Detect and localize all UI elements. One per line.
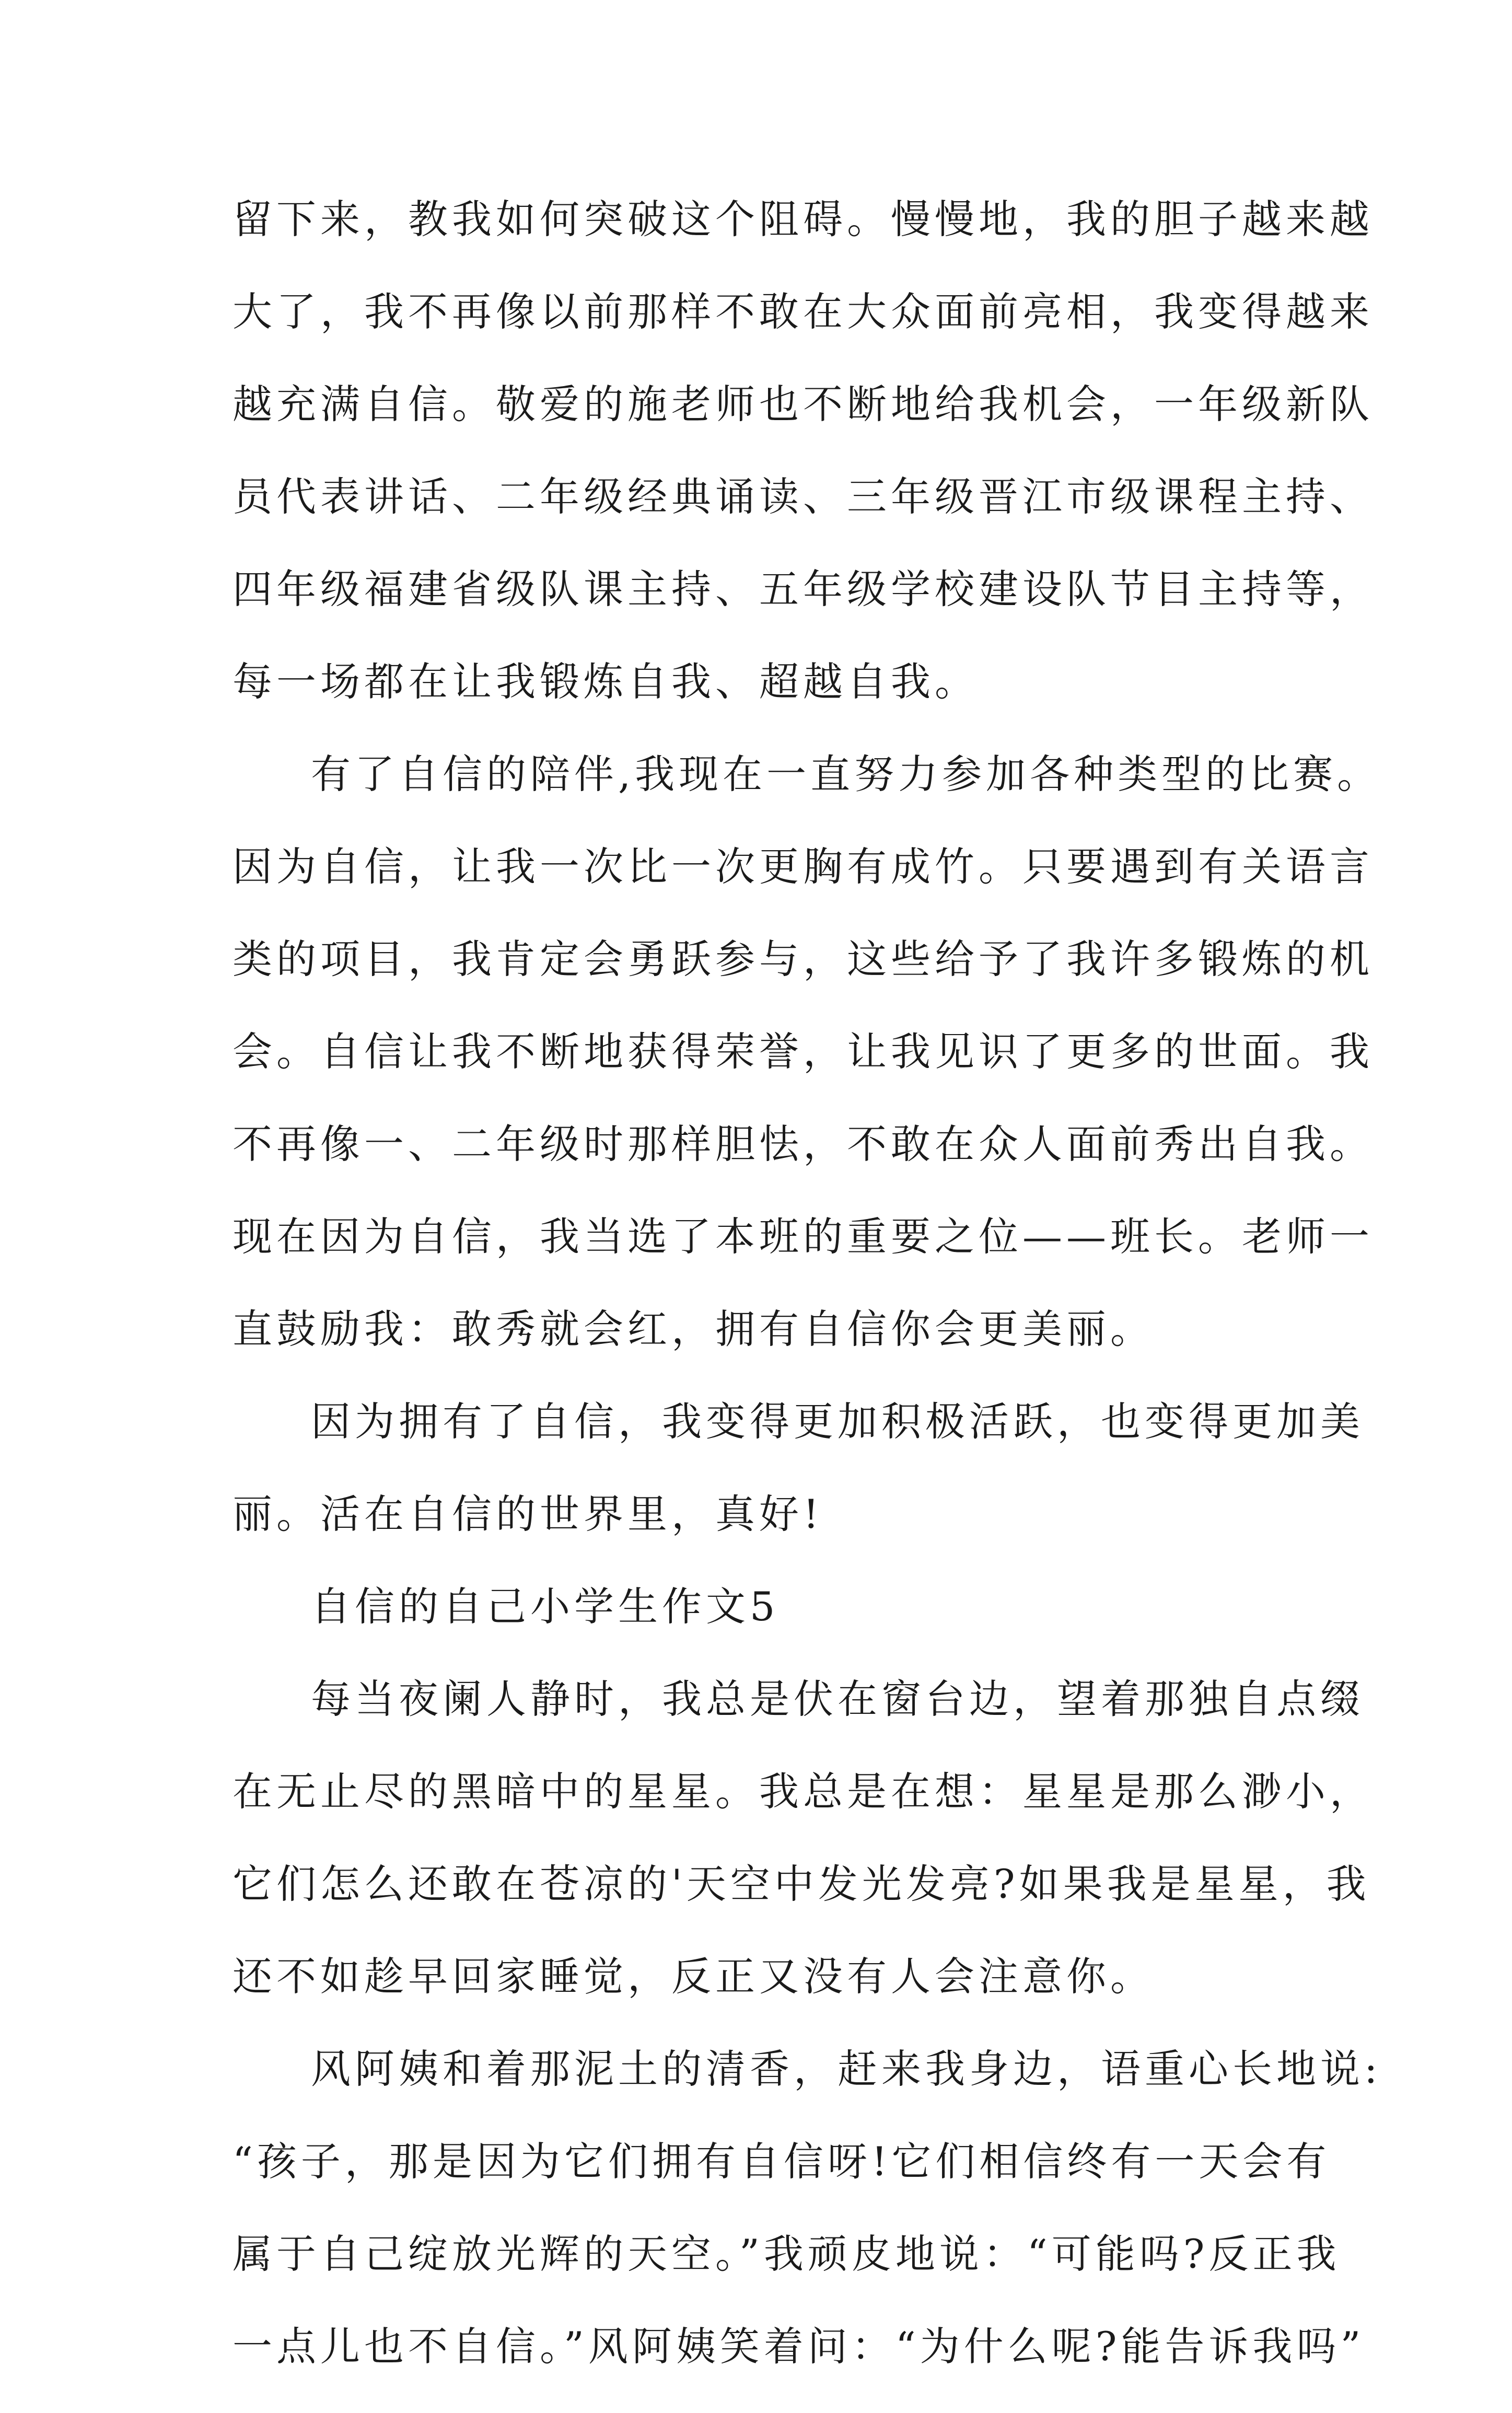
text-line: 类的项目，我肯定会勇跃参与，这些给予了我许多锻炼的机 <box>232 936 1374 982</box>
paragraph-start-line: 有了自信的陪伴,我现在一直努力参加各种类型的比赛。 <box>311 751 1381 797</box>
text-line: 还不如趁早回家睡觉，反正又没有人会注意你。 <box>232 1953 1154 2000</box>
text-line: 不再像一、二年级时那样胆怯，不敢在众人面前秀出自我。 <box>232 1121 1374 1167</box>
document-body <box>232 193 1382 2413</box>
text-line: 因为自信，让我一次比一次更胸有成竹。只要遇到有关语言 <box>232 843 1374 890</box>
text-line: 员代表讲话、二年级经典诵读、三年级晋江市级课程主持、 <box>232 473 1374 520</box>
text-line: 越充满自信。敬爱的施老师也不断地给我机会，一年级新队 <box>232 381 1374 427</box>
paragraph-start-line: 因为拥有了自信，我变得更加积极活跃，也变得更加美 <box>311 1398 1364 1445</box>
text-line: 属于自己绽放光辉的天空。”我顽皮地说：“可能吗?反正我 <box>232 2231 1341 2277</box>
text-line: 会。自信让我不断地获得荣誉，让我见识了更多的世面。我 <box>232 1028 1374 1075</box>
text-line: 直鼓励我：敢秀就会红，拥有自信你会更美丽。 <box>232 1306 1154 1352</box>
text-line: 一点儿也不自信。”风阿姨笑着问：“为什么呢?能告诉我吗” <box>232 2323 1365 2370</box>
paragraph-start-line: 风阿姨和着那泥土的清香，赶来我身边，语重心长地说: <box>311 2046 1382 2092</box>
text-line: 每一场都在让我锻炼自我、超越自我。 <box>232 658 979 705</box>
text-line: 它们怎么还敢在苍凉的'天空中发光发亮?如果我是星星，我 <box>232 1861 1370 1907</box>
section-title: 自信的自己小学生作文5 <box>311 1583 780 1630</box>
paragraph-start-line: 每当夜阑人静时，我总是伏在窗台边，望着那独自点缀 <box>311 1676 1364 1722</box>
text-line: 丽。活在自信的世界里，真好! <box>232 1491 823 1537</box>
text-line: 现在因为自信，我当选了本班的重要之位——班长。老师一 <box>232 1213 1374 1260</box>
text-line: 四年级福建省级队课主持、五年级学校建设队节目主持等， <box>232 566 1374 612</box>
text-line: 留下来，教我如何突破这个阻碍。慢慢地，我的胆子越来越 <box>232 196 1374 242</box>
text-line: 在无止尽的黑暗中的星星。我总是在想：星星是那么渺小， <box>232 1768 1374 1815</box>
text-line: 大了，我不再像以前那样不敢在大众面前亮相，我变得越来 <box>232 288 1374 335</box>
text-line: “孩子，那是因为它们拥有自信呀!它们相信终有一天会有 <box>232 2138 1331 2185</box>
